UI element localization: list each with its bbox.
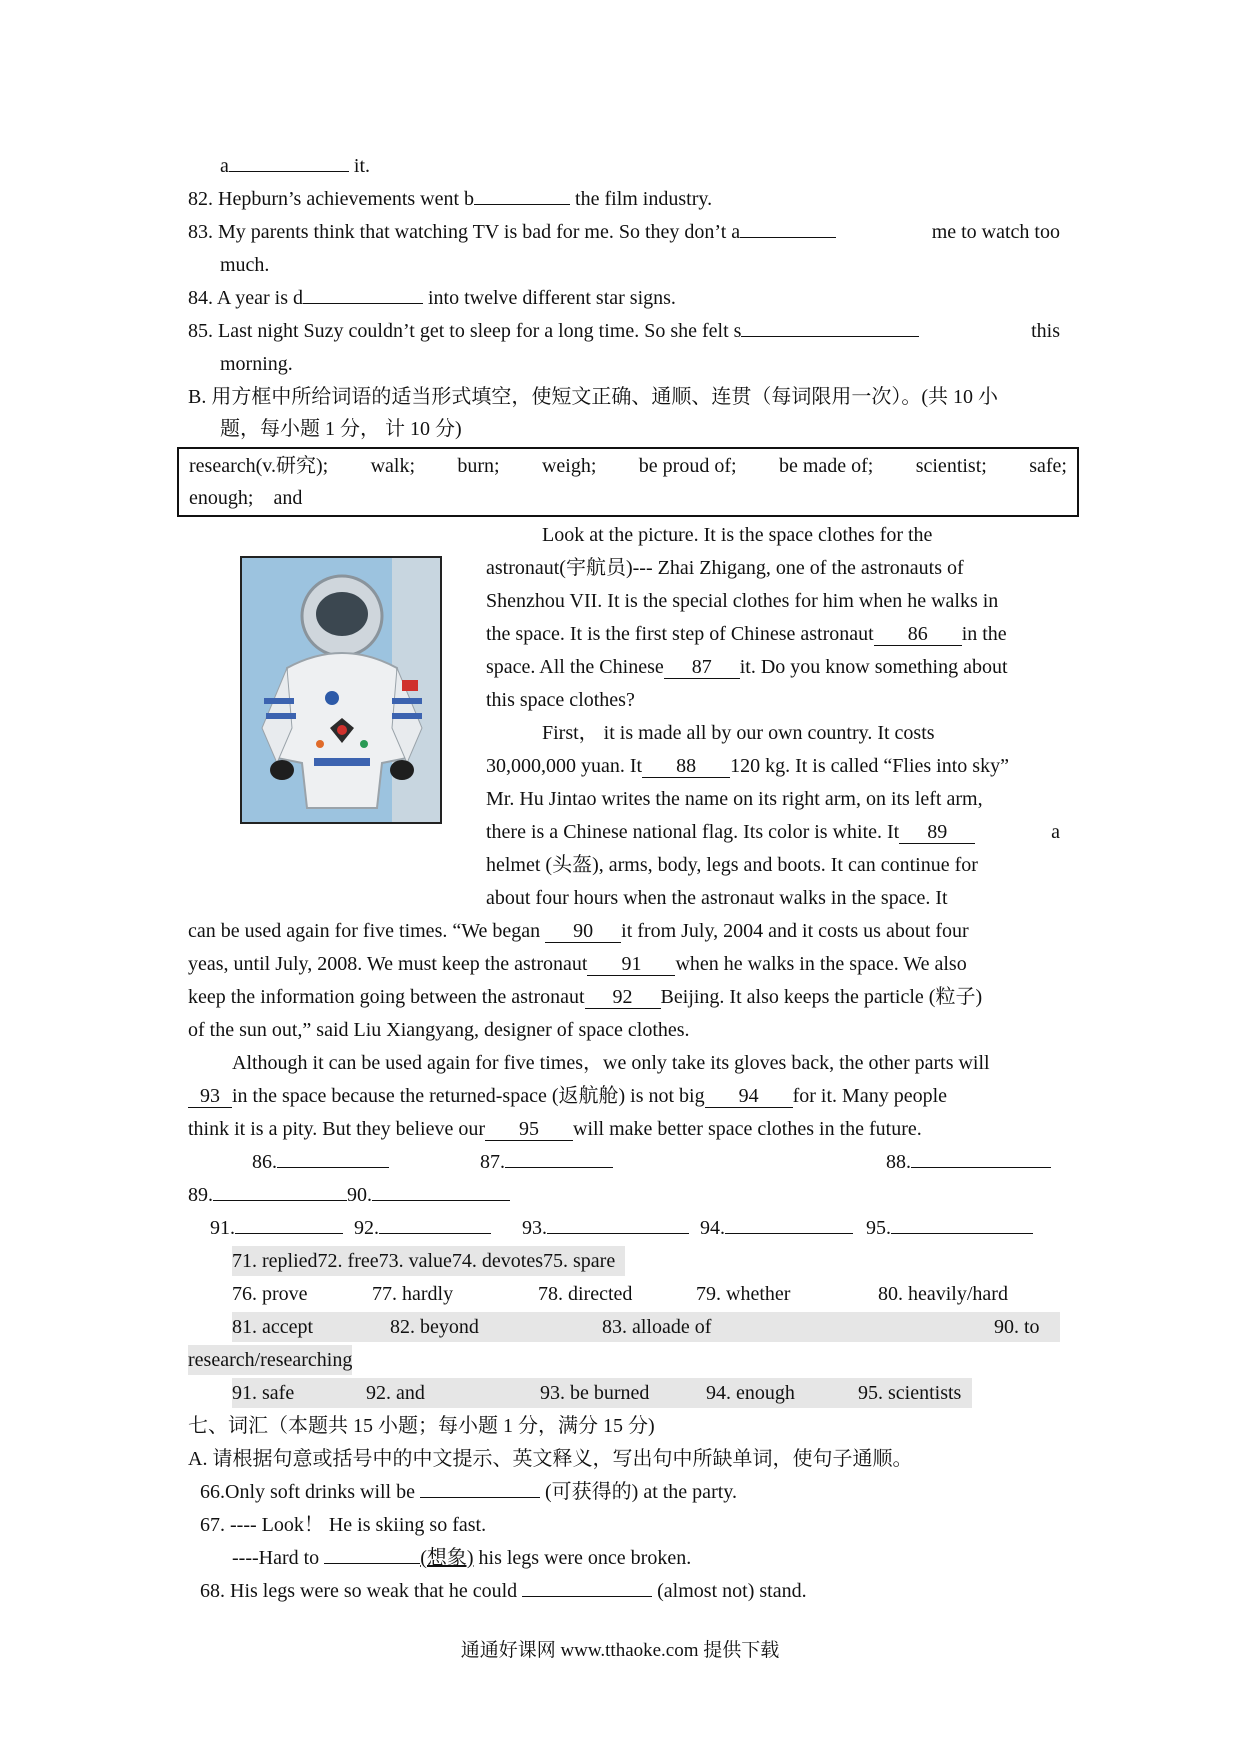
answer-key-item: 91. safe xyxy=(232,1382,295,1404)
answer-blank[interactable] xyxy=(725,1213,853,1234)
answer-blank[interactable] xyxy=(213,1180,347,1201)
text: the space. It is the first step of Chinese astronaut xyxy=(486,623,874,645)
numbered-blank[interactable]: 90 xyxy=(545,920,621,943)
answer-blank[interactable] xyxy=(420,1477,540,1498)
text: there is a Chinese national flag. Its color is white. It xyxy=(486,821,900,843)
answer-blank-row xyxy=(354,1213,491,1243)
answer-key-item: 76. prove xyxy=(232,1283,308,1305)
text: 83. My parents think that watching TV is bad for me. So they don’t a xyxy=(188,221,741,243)
question-85-cont: morning. xyxy=(220,353,293,375)
passage-line: First， it is made all by our own country. It costs xyxy=(542,722,935,744)
answer-key-item: 93. be burned xyxy=(540,1382,650,1404)
page-footer: 通通好课网 www.tthaoke.com 提供下载 xyxy=(460,1640,780,1661)
passage-line: astronaut(宇航员)--- Zhai Zhigang, one of the astronauts of xyxy=(486,557,964,579)
passage-line: Mr. Hu Jintao writes the name on its right arm, on its left arm, xyxy=(486,788,983,810)
answer-key-item: 94. enough xyxy=(706,1382,795,1404)
answer-blank[interactable] xyxy=(522,1576,652,1597)
text: his legs were once broken. xyxy=(473,1547,692,1569)
answer-blank-row xyxy=(188,1180,510,1210)
answer-key-row xyxy=(232,1312,1060,1342)
answer-blank[interactable] xyxy=(277,1147,389,1168)
question-66 xyxy=(200,1477,737,1507)
blank-number: 90. xyxy=(347,1184,372,1206)
passage-line: Look at the picture. It is the space clothes for the xyxy=(542,524,933,546)
answer-blank[interactable] xyxy=(547,1213,689,1234)
text: it from July, 2004 and it costs us about four xyxy=(621,920,969,942)
word-bank-box xyxy=(177,447,1079,517)
answer-key-item: 77. hardly xyxy=(372,1283,454,1305)
text: can be used again for five times. “We began xyxy=(188,920,541,942)
section-7-title: 七、词汇（本题共 15 小题；每小题 1 分，满分 15 分) xyxy=(188,1415,655,1437)
answer-blank[interactable] xyxy=(229,151,349,172)
answer-blank[interactable] xyxy=(740,217,836,238)
text: 30,000,000 yuan. It xyxy=(486,755,643,777)
answer-blank-row xyxy=(480,1147,613,1177)
question-68 xyxy=(200,1576,807,1606)
word-bank-item: weigh; xyxy=(541,455,597,477)
passage-line: this space clothes? xyxy=(486,689,635,711)
passage-line xyxy=(188,982,982,1012)
blank-number: 95. xyxy=(866,1217,891,1239)
question-83 xyxy=(188,217,1060,247)
word-bank-item: walk; xyxy=(370,455,416,477)
text: keep the information going between the astronaut xyxy=(188,986,585,1008)
text: 68. His legs were so weak that he could xyxy=(200,1580,518,1602)
text: it. Do you know something about xyxy=(739,656,1008,678)
text: me to watch too xyxy=(931,221,1060,243)
passage-line xyxy=(188,1081,947,1111)
text: 85. Last night Suzy couldn’t get to sleep for a long time. So she felt s xyxy=(188,320,742,342)
passage-line xyxy=(486,817,1060,847)
word-bank-item: burn; xyxy=(457,455,500,477)
blank-number: 93. xyxy=(522,1217,547,1239)
answer-blank[interactable] xyxy=(372,1180,510,1201)
hint: (想象) xyxy=(420,1547,474,1569)
answer-blank[interactable] xyxy=(324,1543,420,1564)
answer-blank-row xyxy=(700,1213,853,1243)
answer-blank[interactable] xyxy=(911,1147,1051,1168)
answer-blank[interactable] xyxy=(891,1213,1033,1234)
text: (almost not) stand. xyxy=(657,1580,807,1602)
question-67-reply xyxy=(232,1543,691,1573)
numbered-blank[interactable]: 92 xyxy=(585,986,661,1009)
word-bank-item: and xyxy=(273,487,303,509)
passage-line xyxy=(486,652,1008,682)
answer-blank[interactable] xyxy=(235,1213,343,1234)
passage-line: of the sun out,” said Liu Xiangyang, designer of space clothes. xyxy=(188,1019,690,1041)
word-bank-item: be proud of; xyxy=(638,455,737,477)
passage-line: Although it can be used again for five times，we only take its gloves back, the other parts will xyxy=(232,1052,990,1074)
word-bank-item: enough; xyxy=(189,487,254,509)
text: yeas, until July, 2008. We must keep the astronaut xyxy=(188,953,588,975)
text: Beijing. It also keeps the particle (粒子) xyxy=(660,986,983,1008)
answer-key-item: 80. heavily/hard xyxy=(878,1283,1008,1305)
text: when he walks in the space. We also xyxy=(675,953,967,975)
text: space. All the Chinese xyxy=(486,656,664,678)
answer-key-row: research/researching xyxy=(188,1345,352,1375)
text: will make better space clothes in the future. xyxy=(573,1118,922,1140)
text: a xyxy=(1051,821,1060,843)
answer-key-item: 79. whether xyxy=(696,1283,791,1305)
astronaut-photo xyxy=(240,556,442,824)
passage-line: helmet (头盔), arms, body, legs and boots. It can continue for xyxy=(486,854,978,876)
answer-blank[interactable] xyxy=(379,1213,491,1234)
question-84 xyxy=(188,283,676,313)
answer-blank[interactable] xyxy=(505,1147,613,1168)
word-bank-row xyxy=(189,451,1067,481)
blank-number: 91. xyxy=(210,1217,235,1239)
word-bank-row xyxy=(189,483,302,513)
line-81: a it. xyxy=(220,151,370,181)
section-b-heading-cont: 题，每小题 1 分， 计 10 分) xyxy=(220,418,462,440)
answer-key-row xyxy=(232,1378,972,1408)
blank-number: 87. xyxy=(480,1151,505,1173)
passage-line: Shenzhou VII. It is the special clothes for him when he walks in xyxy=(486,590,999,612)
text: (可获得的) at the party. xyxy=(545,1481,737,1503)
blank-number: 92. xyxy=(354,1217,379,1239)
section-7-instructions: A. 请根据句意或括号中的中文提示、英文释义，写出句中所缺单词，使句子通顺。 xyxy=(188,1448,913,1470)
text: 120 kg. It is called “Flies into sky” xyxy=(730,755,1009,777)
text: the film industry. xyxy=(575,188,713,210)
text: it. xyxy=(353,155,371,177)
numbered-blank[interactable]: 91 xyxy=(587,953,675,976)
text: for it. Many people xyxy=(792,1085,948,1107)
answer-key-item: 83. alloade of xyxy=(602,1316,712,1338)
spacesuit-illustration xyxy=(242,558,440,822)
text: 66.Only soft drinks will be xyxy=(200,1481,415,1503)
text: in the xyxy=(961,623,1007,645)
text: in the space because the returned-space (返航舱) is not big xyxy=(232,1085,705,1107)
numbered-blank[interactable]: 87 xyxy=(664,656,740,679)
numbered-blank[interactable]: 93 xyxy=(188,1085,232,1108)
word-bank-item: scientist; xyxy=(915,455,987,477)
numbered-blank[interactable]: 86 xyxy=(874,623,962,646)
answer-blank[interactable] xyxy=(303,283,423,304)
passage-line xyxy=(486,751,1009,781)
question-83-cont: much. xyxy=(220,254,270,276)
answer-blank-row xyxy=(522,1213,689,1243)
passage-line xyxy=(486,619,1007,649)
text: think it is a pity. But they believe our xyxy=(188,1118,485,1140)
answer-key-row: 71. replied72. free73. value74. devotes75. spare xyxy=(232,1246,625,1276)
question-67: 67. ---- Look！ He is skiing so fast. xyxy=(200,1514,487,1536)
passage-line xyxy=(188,1114,922,1144)
word-bank-item: be made of; xyxy=(778,455,874,477)
blank-number: 86. xyxy=(252,1151,277,1173)
text: this xyxy=(1031,320,1060,342)
numbered-blank[interactable]: 94 xyxy=(705,1085,793,1108)
numbered-blank[interactable]: 89 xyxy=(899,821,975,844)
answer-blank-row xyxy=(210,1213,343,1243)
answer-blank-row xyxy=(886,1147,1051,1177)
answer-key-item: 78. directed xyxy=(538,1283,633,1305)
answer-key-item: 90. to xyxy=(994,1316,1040,1338)
passage-line xyxy=(188,949,967,979)
question-85 xyxy=(188,316,1060,346)
passage-line: about four hours when the astronaut walks in the space. It xyxy=(486,887,948,909)
text: into twelve different star signs. xyxy=(428,287,676,309)
answer-key-item: 82. beyond xyxy=(390,1316,479,1338)
text: ----Hard to xyxy=(232,1547,320,1569)
answer-blank-row xyxy=(252,1147,389,1177)
answer-blank-row xyxy=(866,1213,1033,1243)
answer-blank[interactable] xyxy=(474,184,570,205)
word-bank-item: safe; xyxy=(1029,455,1067,477)
answer-key-item: 92. and xyxy=(366,1382,425,1404)
word-bank-item: research(v.研究); xyxy=(189,455,329,477)
answer-key-item: 81. accept xyxy=(232,1316,314,1338)
passage-line xyxy=(188,916,969,946)
numbered-blank[interactable]: 88 xyxy=(642,755,730,778)
answer-key-item: 95. scientists xyxy=(858,1382,962,1404)
answer-blank[interactable] xyxy=(741,316,919,337)
blank-number: 88. xyxy=(886,1151,911,1173)
text: 84. A year is d xyxy=(188,287,303,309)
blank-number: 89. xyxy=(188,1184,213,1206)
text: 82. Hepburn’s achievements went b xyxy=(188,188,475,210)
question-82 xyxy=(188,184,712,214)
section-b-heading: B. 用方框中所给词语的适当形式填空，使短文正确、通顺、连贯（每词限用一次）。(共 10 小 xyxy=(188,386,998,408)
blank-number: 94. xyxy=(700,1217,725,1239)
numbered-blank[interactable]: 95 xyxy=(485,1118,573,1141)
